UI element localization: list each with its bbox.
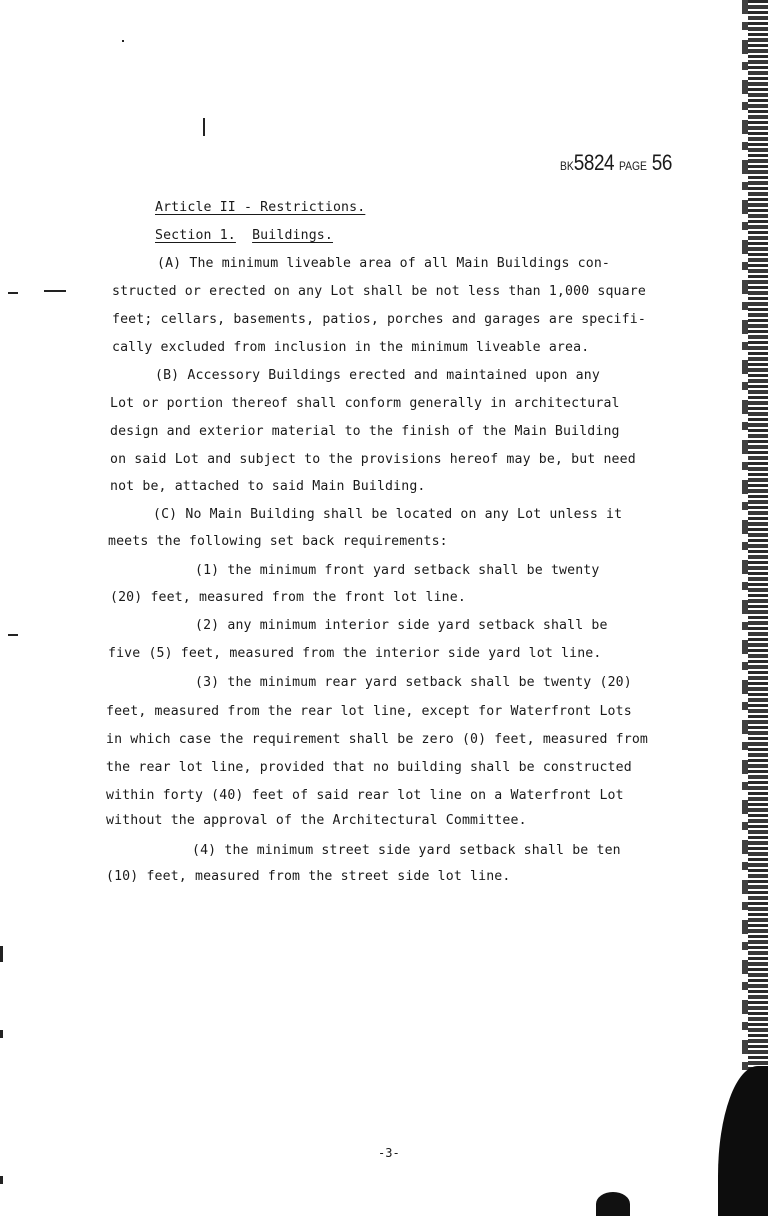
scan-bottom-blot — [596, 1192, 630, 1216]
body-line: (10) feet, measured from the street side lot line. — [106, 869, 511, 884]
body-line: (B) Accessory Buildings erected and maintained upon any — [155, 368, 600, 383]
page-prefix: PAGE — [618, 159, 647, 173]
scan-speck — [203, 118, 205, 136]
scan-speck — [8, 634, 18, 636]
scan-edge-noise-inner — [742, 0, 748, 1216]
body-line: meets the following set back requirements: — [108, 534, 448, 549]
body-line: structed or erected on any Lot shall be not less than 1,000 square — [112, 284, 646, 299]
body-line: feet, measured from the rear lot line, except for Waterfront Lots — [106, 704, 632, 719]
section-label: Section 1. — [155, 228, 236, 243]
body-line: (20) feet, measured from the front lot line. — [110, 590, 466, 605]
scan-edge-noise — [748, 0, 768, 1216]
body-line: (3) the minimum rear yard setback shall be twenty (20) — [195, 675, 632, 690]
section-heading — [155, 228, 333, 244]
book-prefix: BK — [560, 159, 574, 173]
body-line: not be, attached to said Main Building. — [110, 479, 426, 494]
page-number: 56 — [651, 150, 672, 175]
body-line: cally excluded from inclusion in the minimum liveable area. — [112, 340, 590, 355]
body-line: (1) the minimum front yard setback shall be twenty — [195, 563, 600, 578]
section-title: Buildings. — [252, 228, 333, 243]
scan-speck — [0, 1176, 3, 1184]
book-page-reference — [560, 150, 672, 176]
scan-speck — [0, 946, 3, 962]
body-line: design and exterior material to the finish of the Main Building — [110, 424, 620, 439]
body-line: on said Lot and subject to the provisions hereof may be, but need — [110, 452, 636, 467]
scan-speck — [8, 292, 18, 294]
body-line: (4) the minimum street side yard setback shall be ten — [192, 843, 621, 858]
scan-speck — [122, 40, 124, 42]
scan-speck — [44, 290, 66, 292]
body-line: the rear lot line, provided that no building shall be constructed — [106, 760, 632, 775]
body-line: in which case the requirement shall be zero (0) feet, measured from — [106, 732, 648, 747]
body-line: five (5) feet, measured from the interior side yard lot line. — [108, 646, 602, 661]
body-line: Lot or portion thereof shall conform generally in architectural — [110, 396, 620, 411]
body-line: (A) The minimum liveable area of all Main Buildings con- — [157, 256, 611, 271]
body-line: (2) any minimum interior side yard setback shall be — [195, 618, 608, 633]
body-line: feet; cellars, basements, patios, porches and garages are specifi- — [112, 312, 646, 327]
scan-speck — [0, 1030, 3, 1038]
body-line: (C) No Main Building shall be located on any Lot unless it — [153, 507, 623, 522]
book-number: 5824 — [573, 150, 615, 175]
body-line: within forty (40) feet of said rear lot line on a Waterfront Lot — [106, 788, 624, 803]
scan-corner-blot — [718, 1066, 768, 1216]
body-line: without the approval of the Architectural Committee. — [106, 813, 527, 828]
article-heading: Article II - Restrictions. — [155, 200, 366, 215]
footer-page-number: -3- — [378, 1146, 400, 1160]
